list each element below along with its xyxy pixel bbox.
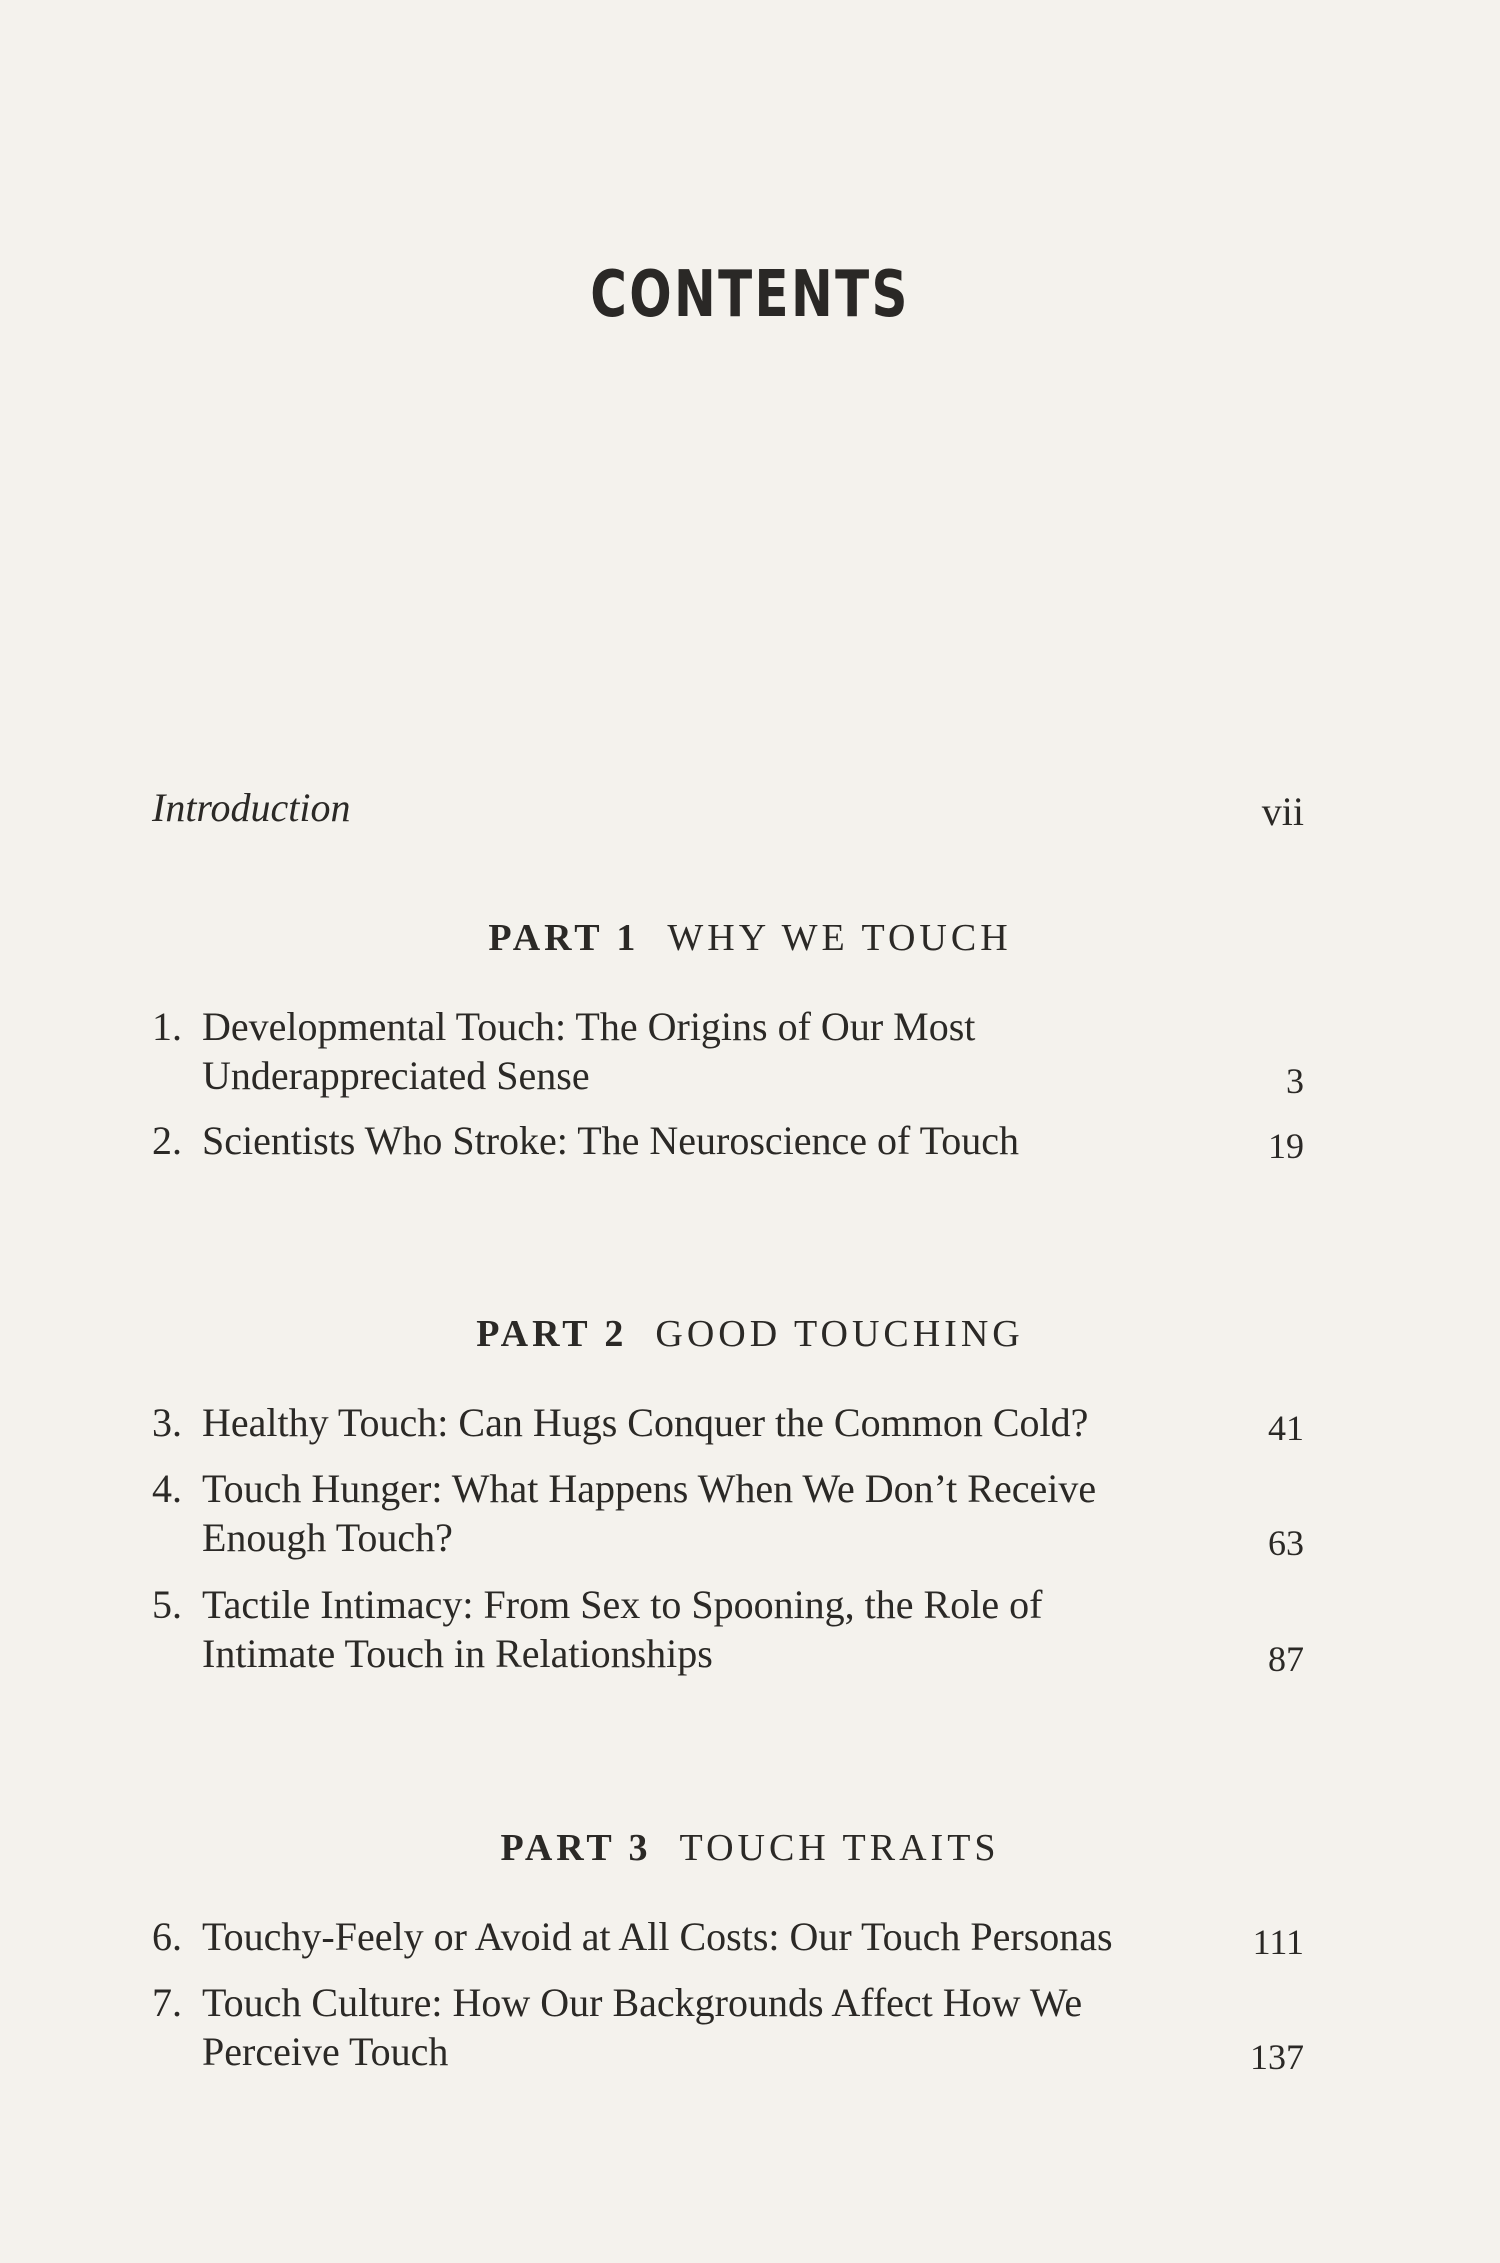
- toc-entry-chapter-6[interactable]: [152, 1912, 1304, 1961]
- part-name: WHY WE TOUCH: [667, 917, 1012, 959]
- chapter-number: 2.: [152, 1118, 182, 1163]
- part-name: GOOD TOUCHING: [655, 1313, 1024, 1355]
- chapter-title: Touch Culture: How Our Backgrounds Affect How We Perceive Touch: [202, 1980, 1083, 2074]
- chapter-title: Healthy Touch: Can Hugs Conquer the Common Cold?: [202, 1400, 1089, 1445]
- chapter-title: Scientists Who Stroke: The Neuroscience of Touch: [202, 1118, 1020, 1163]
- chapter-number: 5.: [152, 1582, 182, 1627]
- toc-entry-chapter-5[interactable]: [152, 1580, 1304, 1678]
- chapter-page-number: 87: [1268, 1639, 1304, 1679]
- chapter-title: Touch Hunger: What Happens When We Don’t Receive Enough Touch?: [202, 1466, 1097, 1560]
- chapter-number: 3.: [152, 1400, 182, 1445]
- toc-entry-chapter-2[interactable]: [152, 1116, 1304, 1165]
- part-label: PART 2: [476, 1313, 628, 1355]
- toc-entry-chapter-7[interactable]: [152, 1978, 1304, 2076]
- part-heading-2: [0, 1312, 1500, 1356]
- chapter-number: 6.: [152, 1914, 182, 1959]
- chapter-page-number: 63: [1268, 1523, 1304, 1563]
- toc-entry-chapter-1[interactable]: [152, 1002, 1304, 1100]
- chapter-title: Developmental Touch: The Origins of Our Most Underappreciated Sense: [202, 1004, 976, 1098]
- part-name: TOUCH TRAITS: [679, 1827, 1000, 1869]
- chapter-number: 4.: [152, 1466, 182, 1511]
- chapter-page-number: 41: [1268, 1408, 1304, 1448]
- part-label: PART 3: [500, 1827, 652, 1869]
- chapter-title: Touchy-Feely or Avoid at All Costs: Our Touch Personas: [202, 1914, 1113, 1959]
- part-label: PART 1: [488, 917, 640, 959]
- introduction-label: Introduction: [152, 785, 351, 830]
- chapter-title: Tactile Intimacy: From Sex to Spooning, the Role of Intimate Touch in Relationships: [202, 1582, 1043, 1676]
- introduction-page-number: vii: [1261, 789, 1304, 834]
- chapter-page-number: 111: [1252, 1922, 1304, 1962]
- toc-entry-chapter-4[interactable]: [152, 1464, 1304, 1562]
- toc-entry-chapter-3[interactable]: [152, 1398, 1304, 1447]
- part-heading-3: [0, 1826, 1500, 1870]
- part-heading-1: [0, 916, 1500, 960]
- toc-entry-introduction[interactable]: [152, 784, 1304, 836]
- chapter-page-number: 19: [1268, 1126, 1304, 1166]
- chapter-page-number: 137: [1250, 2037, 1304, 2077]
- chapter-page-number: 3: [1286, 1061, 1304, 1101]
- chapter-number: 7.: [152, 1980, 182, 2025]
- page-title: CONTENTS: [590, 258, 910, 332]
- chapter-number: 1.: [152, 1004, 182, 1049]
